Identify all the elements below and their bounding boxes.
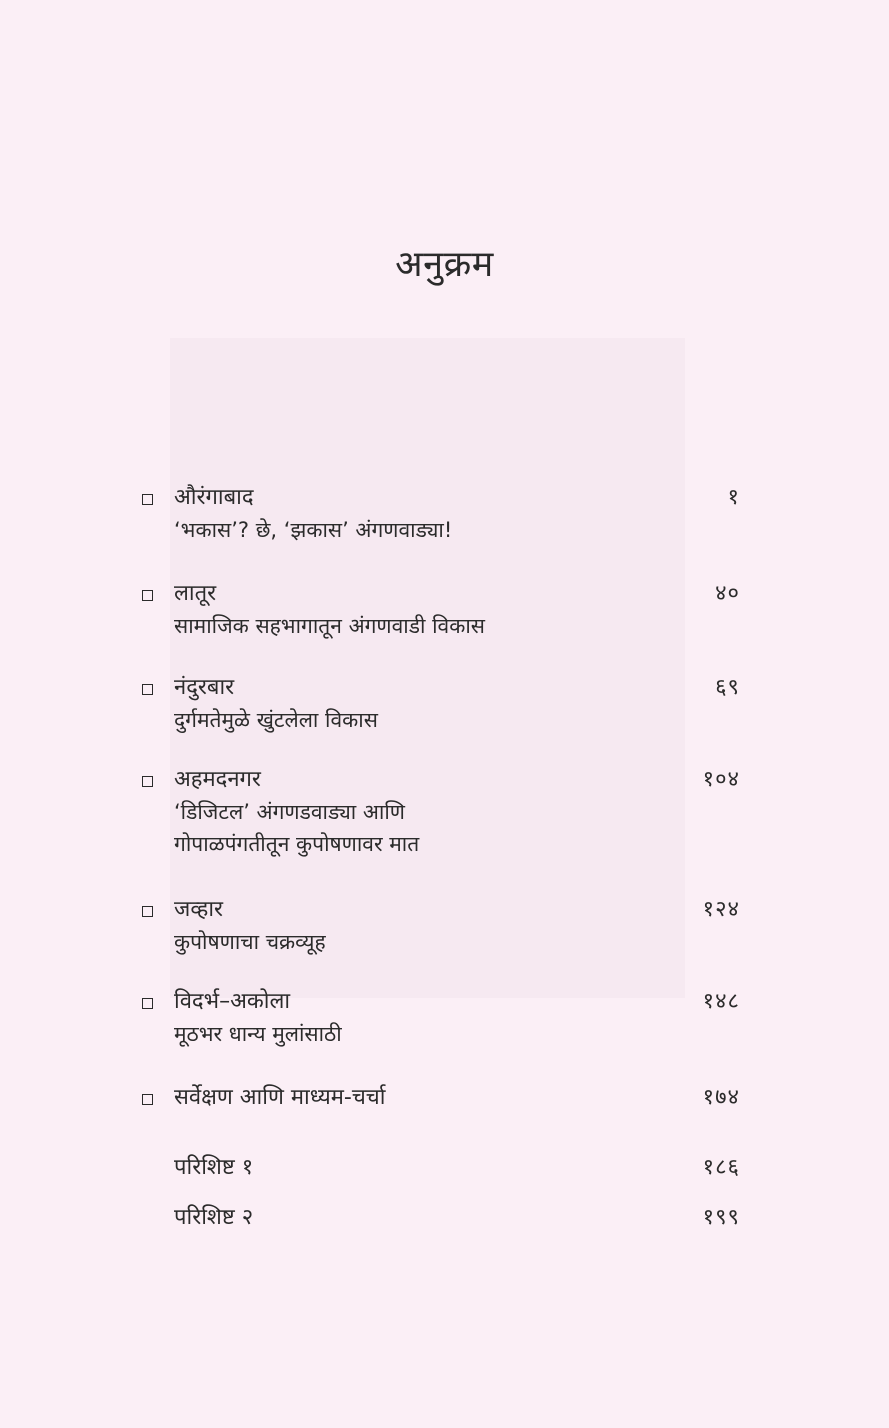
toc-entry-title: नंदुरबार bbox=[174, 675, 235, 700]
toc-entry-title: जव्हार bbox=[174, 897, 224, 922]
toc-entry-text bbox=[174, 986, 674, 1050]
toc-entry-subtitle: दुर्गमतेमुळे खुंटलेला विकास bbox=[174, 708, 378, 732]
toc-entry-title: विदर्भ–अकोला bbox=[174, 989, 291, 1014]
toc-entry-text bbox=[174, 1152, 674, 1184]
toc-entry-text bbox=[174, 672, 674, 736]
checkbox-icon bbox=[142, 906, 153, 917]
toc-entry-page: १७४ bbox=[702, 1085, 740, 1110]
toc-entry-page: १ bbox=[727, 485, 740, 510]
toc-entry-subtitle: कुपोषणाचा चक्रव्यूह bbox=[174, 930, 326, 954]
toc-entry-subtitle: ‘भकास’? छे, ‘झकास’ अंगणवाड्या! bbox=[174, 518, 453, 542]
toc-entry-subtitle: मूठभर धान्य मुलांसाठी bbox=[174, 1022, 342, 1046]
checkbox-icon bbox=[142, 590, 153, 601]
toc-entry-page: १०४ bbox=[702, 767, 740, 792]
toc-entry-title: परिशिष्ट २ bbox=[174, 1205, 254, 1230]
toc-entry-page: १९९ bbox=[702, 1205, 740, 1230]
page-title: अनुक्रम bbox=[395, 244, 494, 285]
toc-entry-title: परिशिष्ट १ bbox=[174, 1155, 254, 1180]
toc-entry-text bbox=[174, 1202, 674, 1234]
toc-entry-page: ६९ bbox=[715, 675, 740, 700]
toc-entry-text bbox=[174, 482, 674, 546]
toc-entry-subtitle: सामाजिक सहभागातून अंगणवाडी विकास bbox=[174, 614, 485, 638]
toc-entry-text bbox=[174, 1082, 674, 1114]
toc-entry-title: अहमदनगर bbox=[174, 767, 261, 792]
toc-entry-subtitle: ‘डिजिटल’ अंगणडवाड्या आणि bbox=[174, 800, 405, 824]
toc-entry-page: १४८ bbox=[702, 989, 740, 1014]
toc-entry-text bbox=[174, 894, 674, 958]
toc-entry-page: ४० bbox=[715, 581, 740, 606]
checkbox-icon bbox=[142, 776, 153, 787]
toc-entry-subtitle: गोपाळपंगतीतून कुपोषणावर मात bbox=[174, 832, 420, 856]
toc-entry-text bbox=[174, 578, 674, 642]
checkbox-icon bbox=[142, 1094, 153, 1105]
checkbox-icon bbox=[142, 998, 153, 1009]
checkbox-icon bbox=[142, 684, 153, 695]
toc-entry-page: १८६ bbox=[702, 1155, 740, 1180]
toc-entry-title: लातूर bbox=[174, 581, 217, 606]
toc-entry-page: १२४ bbox=[702, 897, 740, 922]
checkbox-icon bbox=[142, 494, 153, 505]
toc-entry-title: सर्वेक्षण आणि माध्यम-चर्चा bbox=[174, 1085, 386, 1110]
toc-entry-text bbox=[174, 764, 674, 860]
toc-entry-title: औरंगाबाद bbox=[174, 485, 254, 510]
